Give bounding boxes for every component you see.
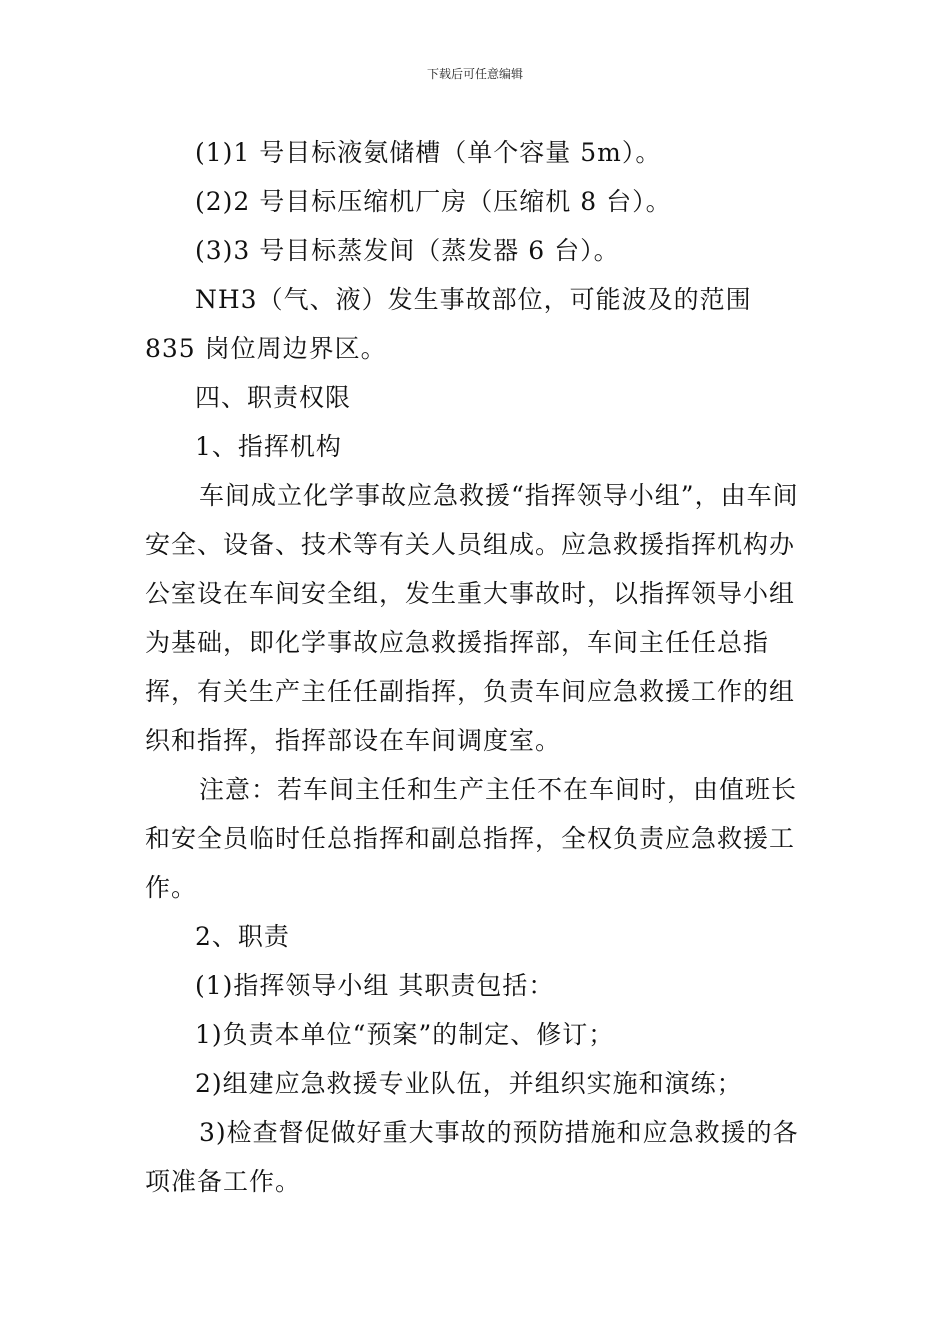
paragraph-nh3-scope: NH3（气、液）发生事故部位，可能波及的范围 835 岗位周边界区。 [145, 285, 752, 363]
subheading-command-org: 1、指挥机构 [195, 432, 342, 461]
section-heading-duties: 四、职责权限 [195, 383, 352, 412]
paragraph-command-org: 车间成立化学事故应急救援“指挥领导小组”，由车间安全、设备、技术等有关人员组成。应急救援指挥机构办公室设在车间安全组，发生重大事故时，以指挥领导小组为基础，即化学事故应急救援指挥部，车间主任任总指挥，有关生产主任任副指挥，负责车间应急救援工作的组织和指挥，指挥部设在车间调度室。 [145, 481, 799, 755]
list-item-plan: 1)负责本单位“预案”的制定、修订； [195, 1020, 615, 1049]
subheading-responsibilities: 2、职责 [195, 922, 290, 951]
list-item-inspection: 3)检查督促做好重大事故的预防措施和应急救援的各项准备工作。 [145, 1118, 799, 1196]
list-item-leadership-group: (1)指挥领导小组 其职责包括： [195, 971, 555, 1000]
paragraph-note: 注意：若车间主任和生产主任不在车间时，由值班长和安全员临时任总指挥和副总指挥，全权负责应急救援工作。 [145, 775, 798, 902]
page-header: 下载后可任意编辑 [426, 67, 523, 81]
paragraph-target-1: (1)1 号目标液氨储槽（单个容量 5m）。 [195, 138, 662, 167]
document-body [145, 128, 810, 1206]
paragraph-target-2: (2)2 号目标压缩机厂房（压缩机 8 台）。 [195, 187, 672, 216]
paragraph-target-3: (3)3 号目标蒸发间（蒸发器 6 台）。 [195, 236, 620, 265]
list-item-team: 2)组建应急救援专业队伍，并组织实施和演练； [195, 1069, 743, 1098]
